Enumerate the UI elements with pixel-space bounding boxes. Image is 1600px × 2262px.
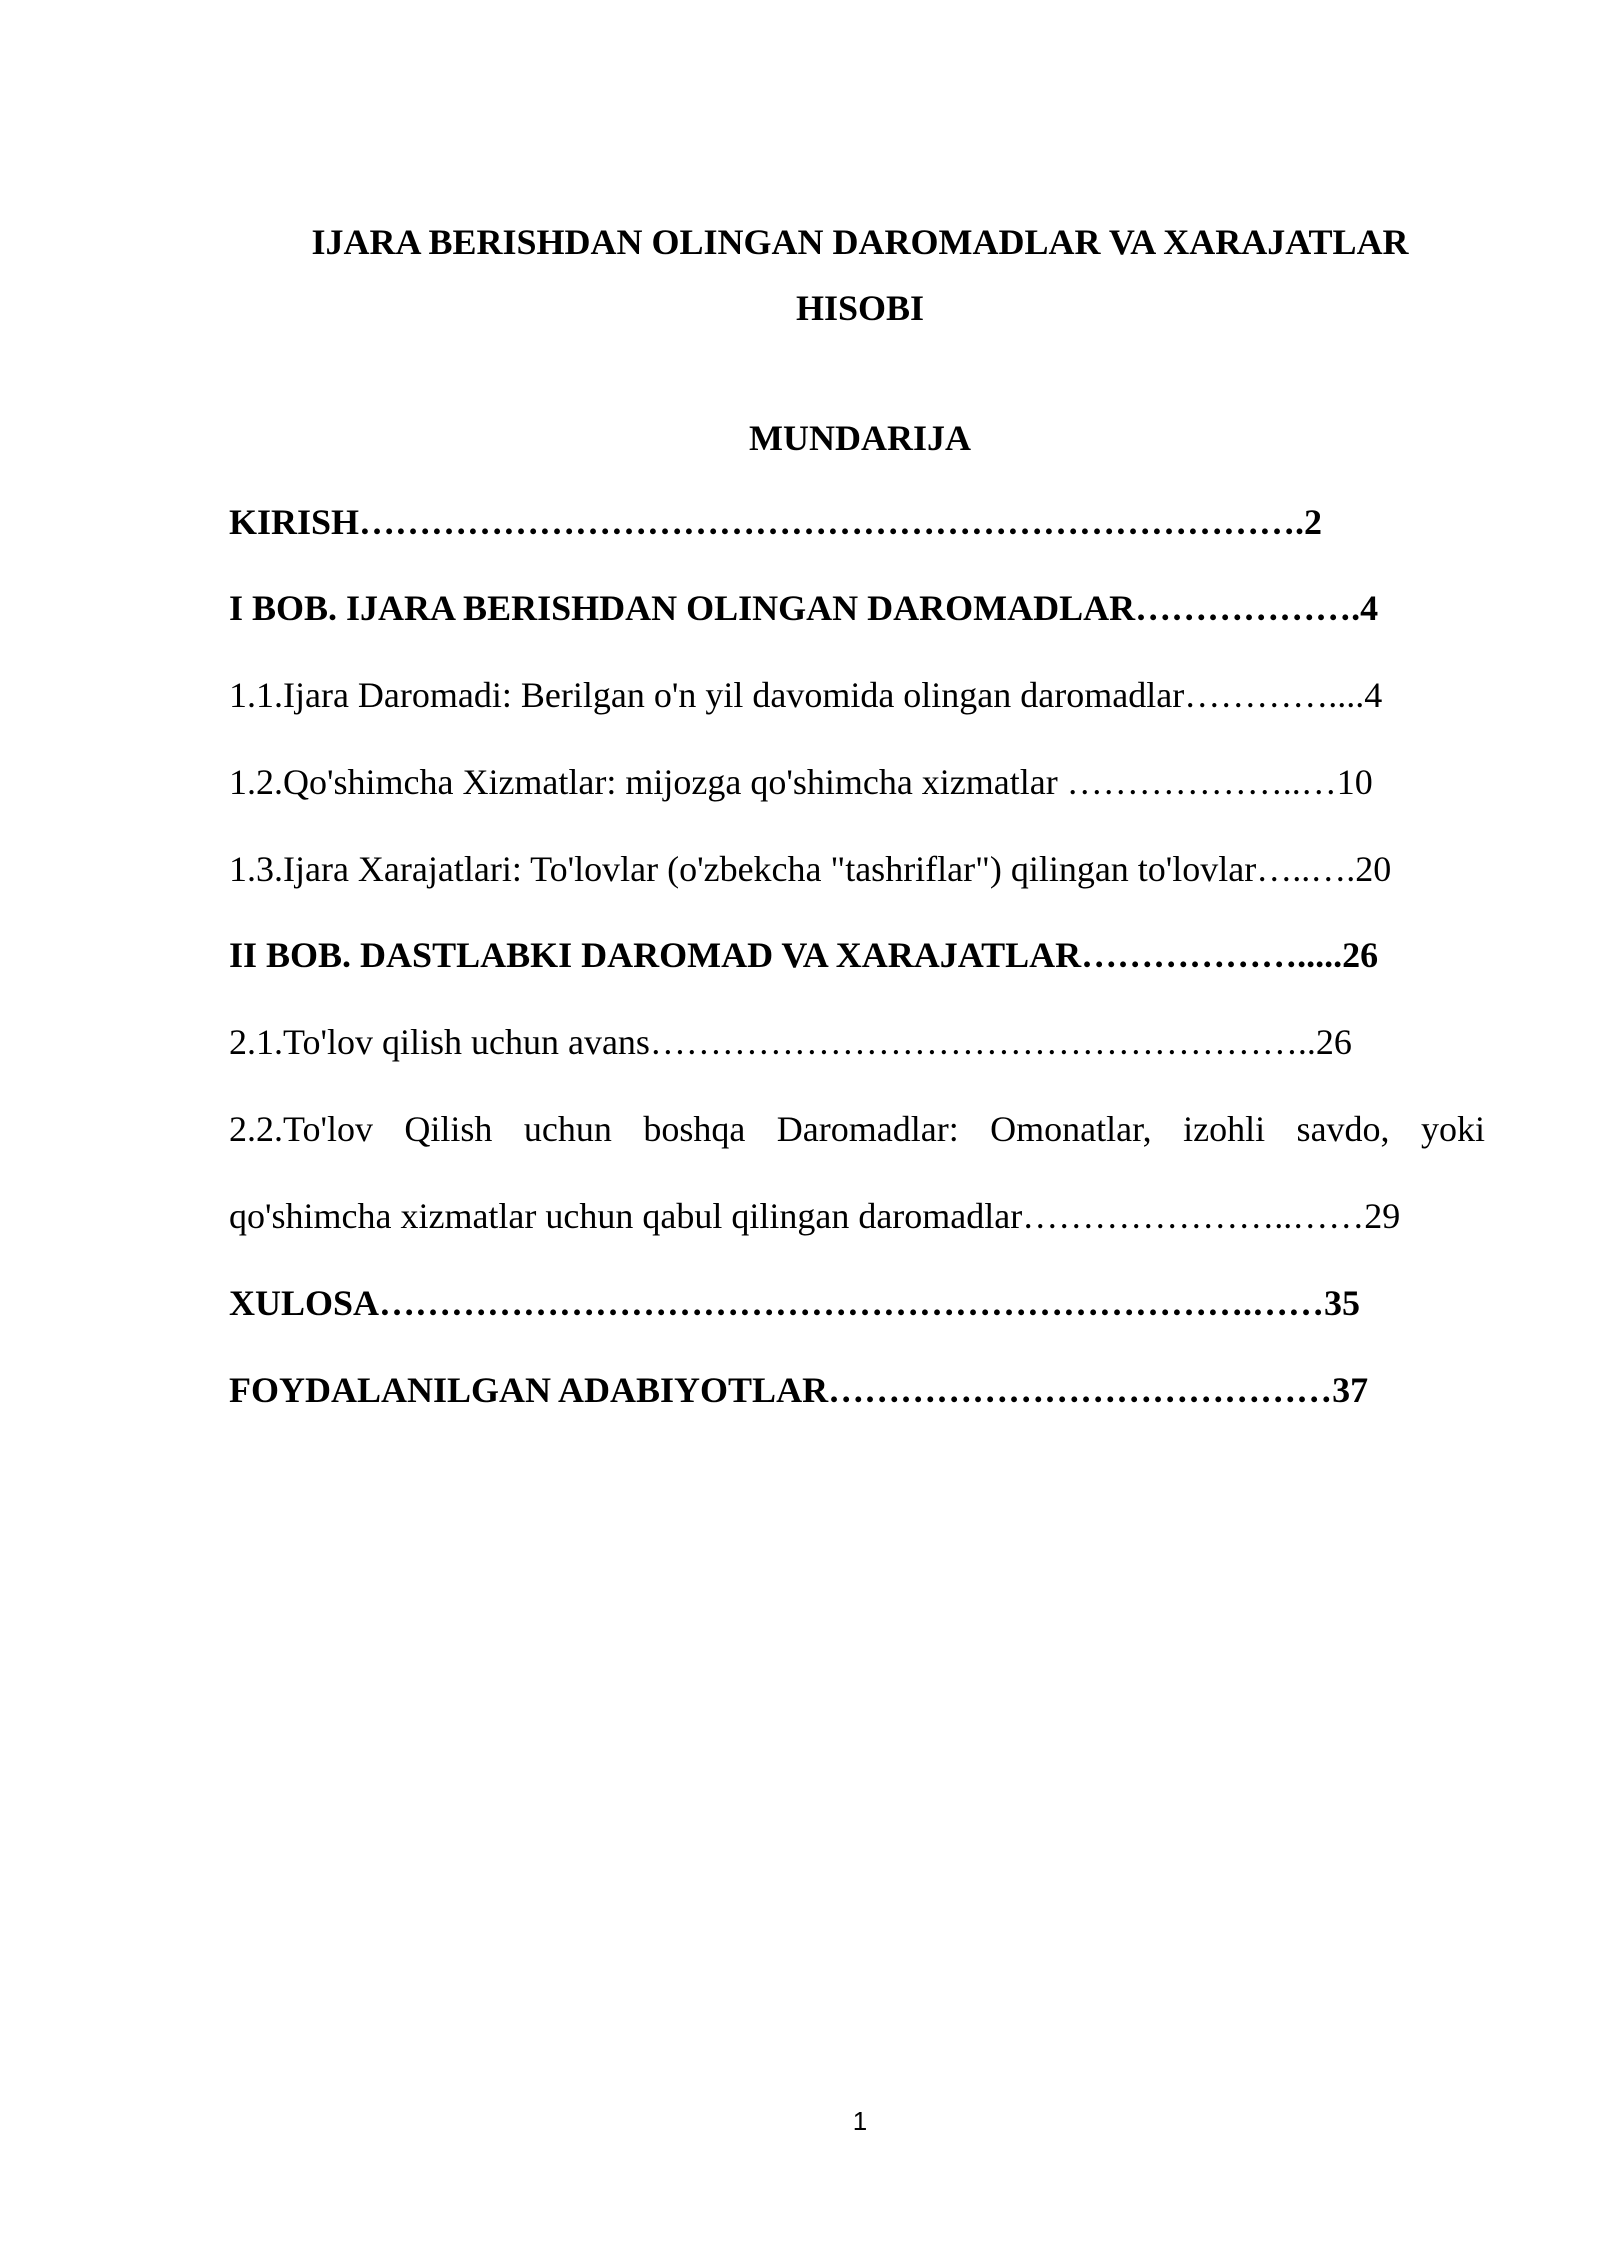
toc-entry-chapter-2: II BOB. DASTLABKI DAROMAD VA XARAJATLAR……………….....26 (229, 935, 1379, 975)
toc-entry-adabiyotlar: FOYDALANILGAN ADABIYOTLAR……………………………………37 (229, 1370, 1369, 1410)
document-title-line-1: IJARA BERISHDAN OLINGAN DAROMADLAR VA XARAJATLAR (311, 222, 1409, 262)
toc-entry-section-1-1: 1.1.Ijara Daromadi: Berilgan o'n yil davomida olingan daromadlar…………....4 (229, 675, 1383, 715)
page-number: 1 (852, 2106, 868, 2136)
toc-entry-kirish: KIRISH…………………………………………………………………….2 (229, 502, 1323, 542)
toc-entry-section-2-2-line-2: qo'shimcha xizmatlar uchun qabul qilingan daromadlar…………………..……29 (229, 1196, 1401, 1236)
toc-heading: MUNDARIJA (749, 418, 971, 458)
document-title-line-2: HISOBI (795, 288, 925, 328)
toc-entry-section-1-3: 1.3.Ijara Xarajatlari: To'lovlar (o'zbekcha "tashriflar") qilingan to'lovlar…..….20 (229, 849, 1392, 889)
toc-entry-section-2-2-line-1: 2.2.To'lov Qilish uchun boshqa Daromadlar: Omonatlar, izohli savdo, yoki (229, 1109, 1485, 1149)
toc-entry-chapter-1: I BOB. IJARA BERISHDAN OLINGAN DAROMADLAR……………….4 (229, 588, 1379, 628)
toc-entry-section-1-2: 1.2.Qo'shimcha Xizmatlar: mijozga qo'shimcha xizmatlar ………………..…10 (229, 762, 1373, 802)
toc-entry-section-2-1: 2.1.To'lov qilish uchun avans………………………………………………..26 (229, 1022, 1352, 1062)
toc-entry-xulosa: XULOSA……………………………………………………………….……35 (229, 1283, 1361, 1323)
